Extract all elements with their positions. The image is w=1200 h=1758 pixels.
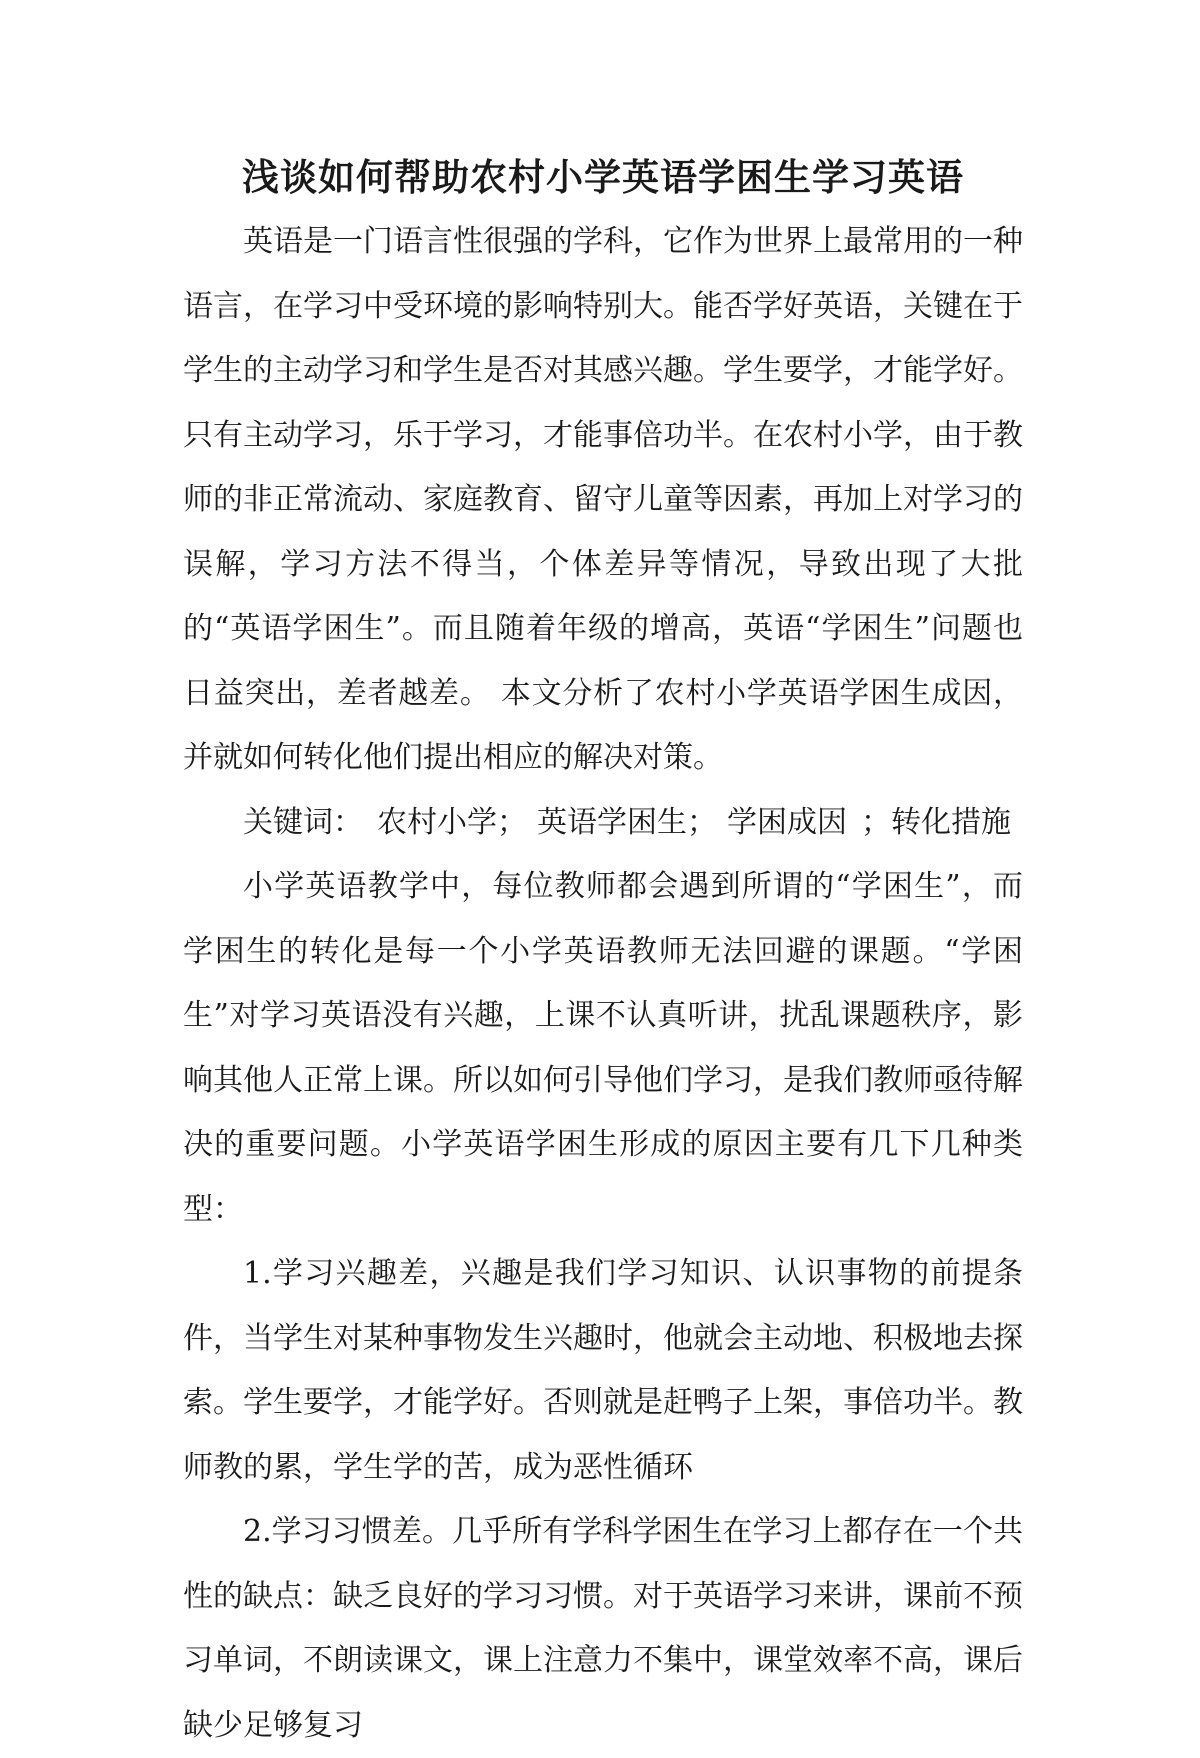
keywords-line [183, 791, 1023, 856]
keyword-item: 学困成因 [727, 804, 847, 840]
keyword-item: 农村小学； [377, 804, 527, 840]
intro-paragraph: 英语是一门语言性很强的学科，它作为世界上最常用的一种语言，在学习中受环境的影响特别大。能否学好英语，关键在于学生的主动学习和学生是否对其感兴趣。学生要学，才能学好。只有主动学习，乐于学习，才能事倍功半。在农村小学，由于教师的非正常流动、家庭教育、留守儿童等因素，再加上对学习的误解，学习方法不得当，个体差异等情况，导致出现了大批的“英语学困生”。而且随着年级的增高，英语“学困生”问题也日益突出，差者越差。 本文分析了农村小学英语学困生成因，并就如何转化他们提出相应的解决对策。 [183, 224, 1023, 775]
document-title: 浅谈如何帮助农村小学英语学困生学习英语 [242, 155, 964, 199]
keywords-label: 关键词： [243, 804, 363, 840]
body-paragraph: 1.学习兴趣差，兴趣是我们学习知识、认识事物的前提条件，当学生对某种事物发生兴趣时，他就会主动地、积极地去探索。学生要学，才能学好。否则就是赶鸭子上架，事倍功半。教师教的累，学生学的苦，成为恶性循环 [183, 1256, 1023, 1485]
keyword-item: ；转化措施 [861, 804, 1011, 840]
body-paragraph: 2.学习习惯差。几乎所有学科学困生在学习上都存在一个共性的缺点：缺乏良好的学习习惯。对于英语学习来讲，课前不预习单词，不朗读课文，课上注意力不集中，课堂效率不高，课后缺少足够复习 [183, 1514, 1023, 1743]
document-page [183, 150, 1023, 1758]
keyword-item: 英语学困生； [537, 804, 717, 840]
body-paragraph: 小学英语教学中，每位教师都会遇到所谓的“学困生”，而学困生的转化是每一个小学英语教师无法回避的课题。“学困生”对学习英语没有兴趣，上课不认真听讲，扰乱课题秩序，影响其他人正常上课。所以如何引导他们学习，是我们教师亟待解决的重要问题。小学英语学困生形成的原因主要有几下几种类型： [183, 869, 1023, 1227]
